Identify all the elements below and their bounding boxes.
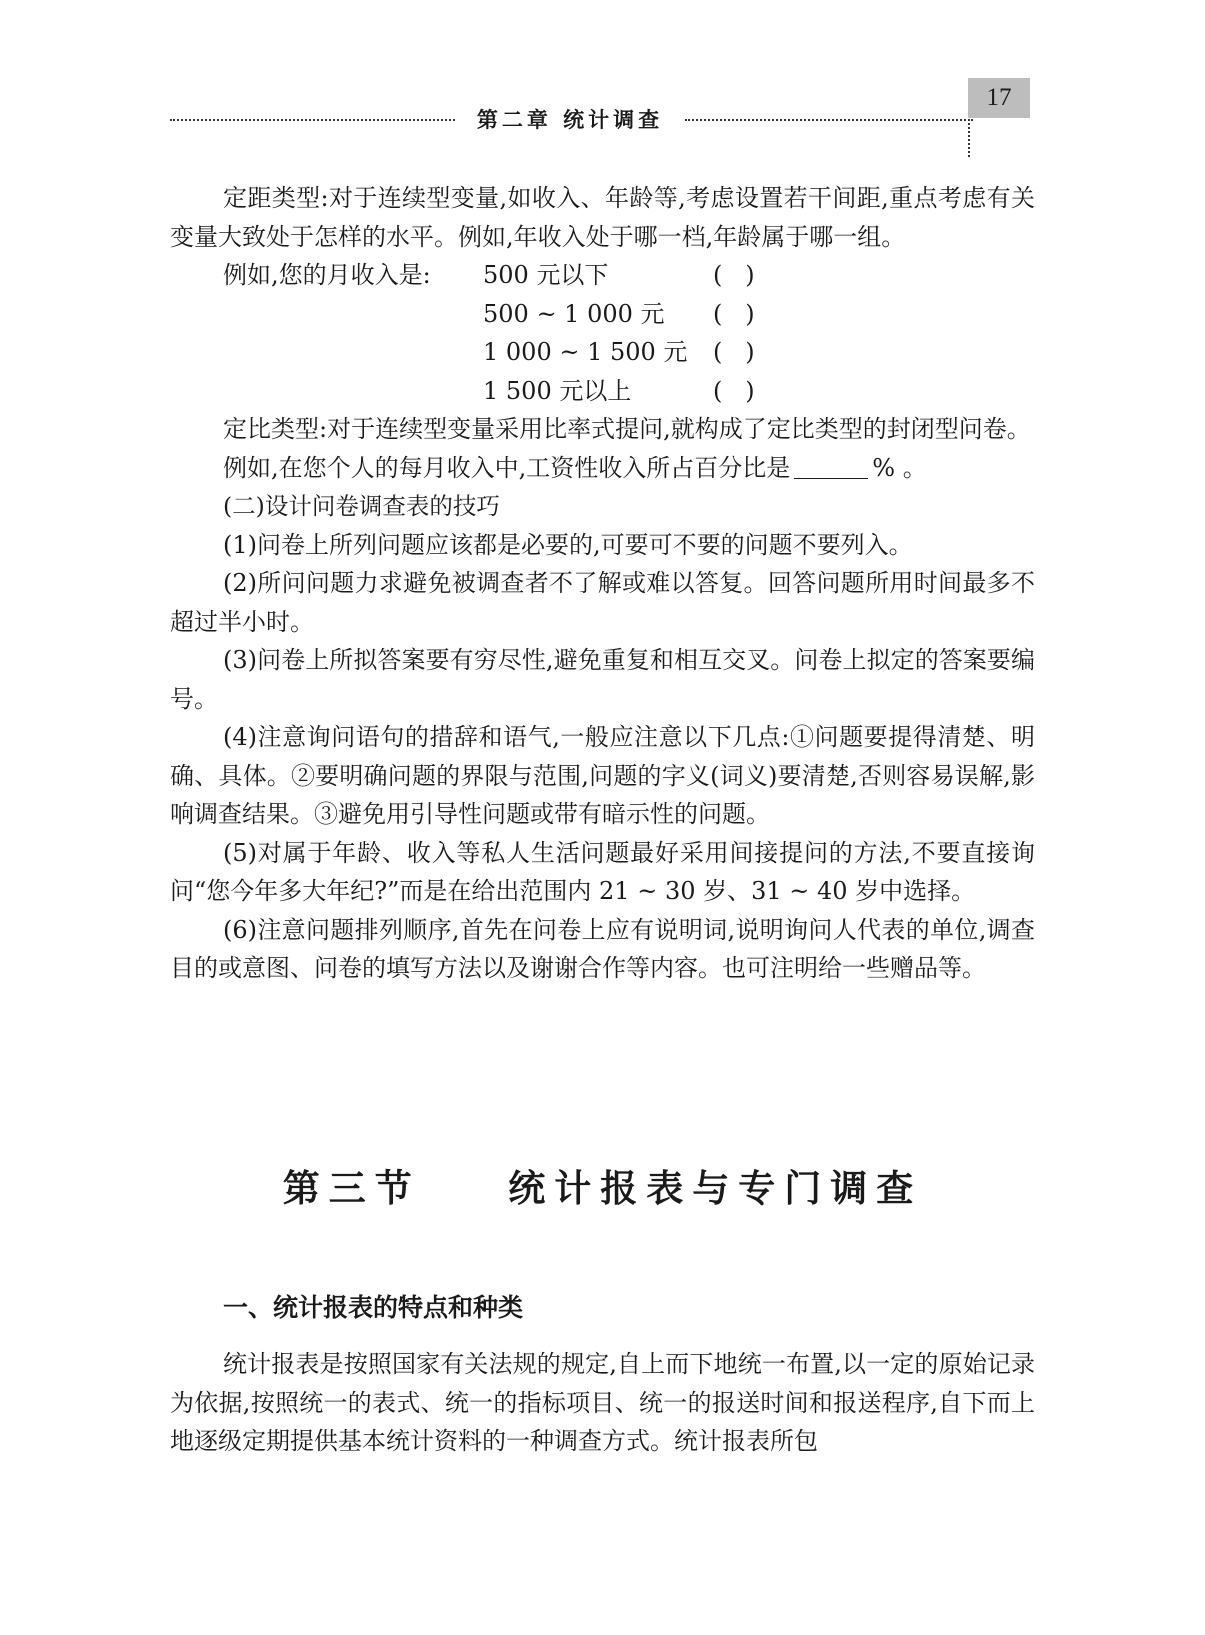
example-option xyxy=(483,256,783,295)
example-lead: 例如,您的月收入是: xyxy=(223,261,431,289)
paragraph-statistical-reports: 统计报表是按照国家有关法规的规定,自上而下地统一布置,以一定的原始记录为依据,按照统一的表式、统一的指标项目、统一的报送时间和报送程序,自下而上地逐级定期提供基本统计资料的一种调查方式。统计报表所包 xyxy=(170,1350,1035,1455)
example-option xyxy=(483,295,783,334)
option-label: 1 500 元以上 xyxy=(483,376,632,405)
fill-in-blank xyxy=(794,454,868,479)
paragraph-ratio-type: 定比类型:对于连续型变量采用比率式提问,就构成了定比类型的封闭型问卷。 xyxy=(223,415,1031,443)
header-rule-vertical xyxy=(968,112,970,157)
income-example xyxy=(170,256,1035,410)
option-answer-paren: ( ) xyxy=(713,376,755,405)
option-label: 500 元以下 xyxy=(483,261,609,289)
option-answer-paren: ( ) xyxy=(713,261,755,289)
ratio-example-text: 例如,在您个人的每月收入中,工资性收入所占百分比是 xyxy=(223,453,791,482)
paragraph-interval-type: 定距类型:对于连续型变量,如收入、年龄等,考虑设置若干间距,重点考虑有关变量大致处于怎样的水平。例如,年收入处于哪一档,年龄属于哪一组。 xyxy=(170,184,1035,251)
paragraph-ratio-example xyxy=(170,449,1035,488)
tip-item: (6)注意问题排列顺序,首先在问卷上应有说明词,说明询问人代表的单位,调查目的或意图、问卷的填写方法以及谢谢合作等内容。也可注明给一些赠品等。 xyxy=(170,915,1035,982)
ratio-example-suffix: % 。 xyxy=(872,453,927,482)
tip-item: (2)所问问题力求避免被调查者不了解或难以答复。回答问题所用时间最多不超过半小时。 xyxy=(170,569,1035,636)
running-head: 第二章 统计调查 xyxy=(476,107,664,132)
option-answer-paren: ( ) xyxy=(713,299,755,328)
option-label: 500 ~ 1 000 元 xyxy=(483,299,665,328)
header-rule-right xyxy=(685,119,973,121)
section-title: 第三节 统计报表与专门调查 xyxy=(282,1166,923,1210)
page-number: 17 xyxy=(968,78,1030,118)
example-option xyxy=(483,372,783,411)
subsection-heading: (二)设计问卷调查表的技巧 xyxy=(223,492,500,520)
tip-item: (4)注意询问语句的措辞和语气,一般应注意以下几点:①问题要提得清楚、明确、具体。②要明确问题的界限与范围,问题的字义(词义)要清楚,否则容易误解,影响调查结果。③避免用引导性问题或带有暗示性的问题。 xyxy=(170,723,1035,828)
option-label: 1 000 ~ 1 500 元 xyxy=(483,338,688,366)
tip-item: (3)问卷上所拟答案要有穷尽性,避免重复和相互交叉。问卷上拟定的答案要编号。 xyxy=(170,646,1035,713)
tip-item: (5)对属于年龄、收入等私人生活问题最好采用间接提问的方法,不要直接询问“您今年多大年纪?”而是在给出范围内 21 ~ 30 岁、31 ~ 40 岁中选择。 xyxy=(170,838,1035,905)
example-option xyxy=(483,333,783,372)
main-content xyxy=(170,179,1035,988)
tip-item: (1)问卷上所列问题应该都是必要的,可要可不要的问题不要列入。 xyxy=(223,530,913,559)
option-answer-paren: ( ) xyxy=(713,338,755,366)
header-rule-left xyxy=(170,119,455,121)
section-subheading: 一、统计报表的特点和种类 xyxy=(223,1293,524,1322)
section-body xyxy=(170,1345,1035,1461)
